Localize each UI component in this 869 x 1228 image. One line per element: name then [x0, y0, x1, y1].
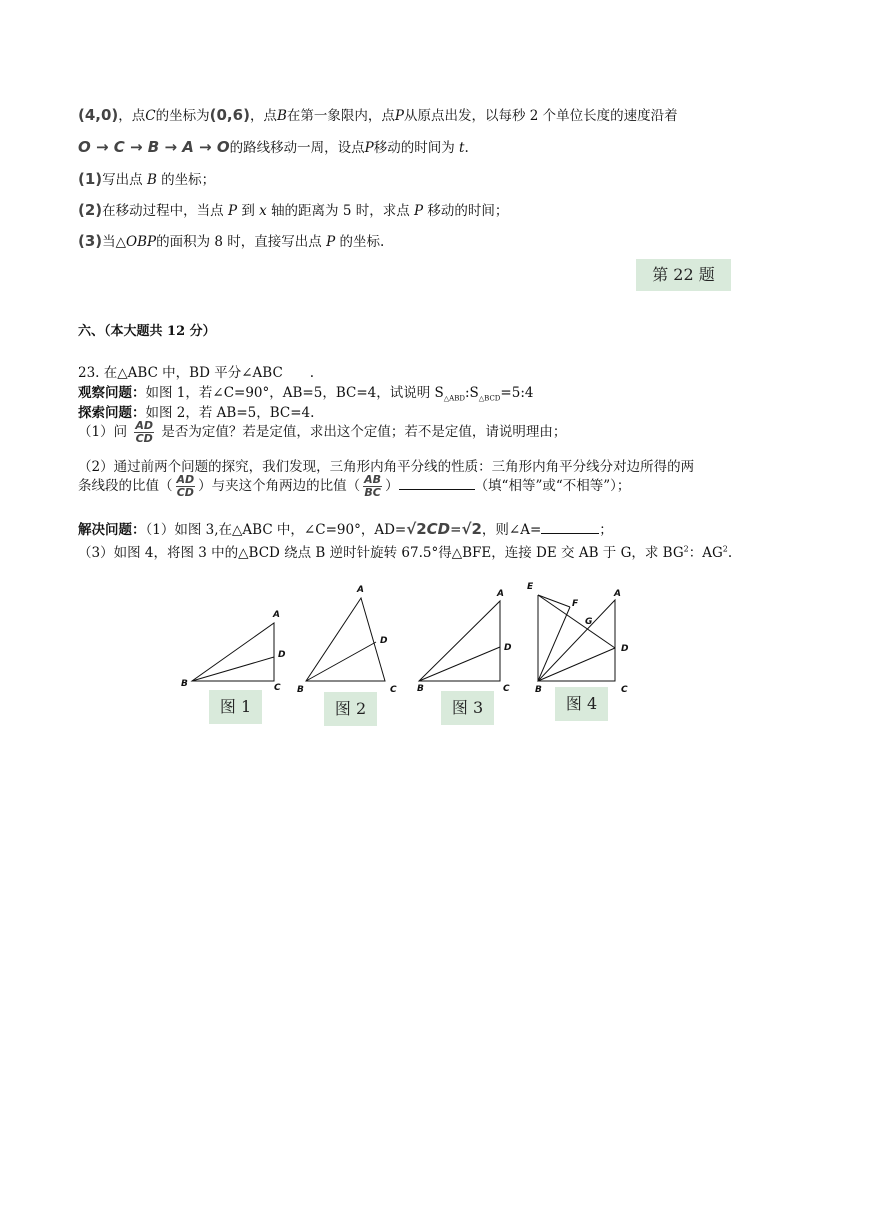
q23-part1: （1）问 $\frac{AD}{CD}$ 是否为定值？若是定值，求出这个定值；若不是定值，请说明理由； — [78, 419, 567, 445]
q22-line1: (4,0)，点C的坐标为(0,6)，点B在第一象限内，点P从原点出发，以每秒 2 个单位长度的速度沿着 — [78, 106, 678, 124]
fig4-label-g: G — [585, 617, 593, 627]
fraction-ab-bc: $\frac{AB}{BC}$ — [364, 473, 382, 499]
section-title: 六、（本大题共 12 分） — [78, 324, 216, 339]
q23-intro: 23. 在△ABC 中，BD 平分∠ABC . — [78, 365, 315, 381]
q23-part2-line1: （2）通过前两个问题的探究，我们发现，三角形内角平分线的性质：三角形内角平分线分对边所得的两 — [78, 459, 695, 475]
fig4-label-f: F — [572, 599, 579, 609]
fraction-ad-cd: $\frac{AD}{CD}$ — [135, 419, 154, 445]
fig4-label-b: B — [535, 685, 542, 695]
fig1-label-c: C — [274, 683, 281, 693]
q23-part3: （3）如图 4，将图 3 中的△BCD 绕点 B 逆时针旋转 67.5°得△BFE，连接 DE 交 AB 于 G，求 $BG^2$：$AG^2$. — [78, 544, 733, 561]
figure-3-triangle — [419, 601, 500, 681]
fig3-label-a: A — [497, 589, 504, 599]
fig4-label-a: A — [614, 589, 621, 599]
q22-item3: (3)当△OBP的面积为 8 时，直接写出点 P 的坐标. — [78, 232, 385, 250]
figure-4-caption: 图 4 — [555, 687, 608, 721]
fig4-label-c: C — [621, 685, 628, 695]
q23-observe: 观察问题：如图 1，若∠C=90°，AB=5，BC=4，试说明 $S_{\triangle ABD}:S_{\triangle BCD}=5:4$ — [78, 385, 534, 403]
fig2-label-c: C — [390, 685, 397, 695]
fig1-label-d: D — [278, 650, 286, 660]
q23-explore: 探索问题：如图 2，若 AB=5，BC=4. — [78, 405, 315, 421]
fig3-label-c: C — [503, 684, 510, 694]
point-a-coord: (4,0) — [78, 106, 119, 124]
figure-1-triangle — [192, 623, 274, 681]
q23-solve: 解决问题：（1）如图 3,在△ABC 中，∠C=90°，AD=√2CD=√2，则∠A= ； — [78, 520, 613, 538]
fraction-ad-cd-2: $\frac{AD}{CD}$ — [176, 473, 195, 499]
fig1-label-a: A — [273, 610, 280, 620]
q22-item2: (2)在移动过程中，当点 P 到 x 轴的距离为 5 时，求点 P 移动的时间； — [78, 201, 509, 219]
fig3-label-b: B — [417, 684, 424, 694]
fig2-label-a: A — [357, 585, 364, 595]
fig4-label-d: D — [621, 644, 629, 654]
q23-part2-line2: 条线段的比值（ $\frac{AD}{CD}$ ）与夹这个角两边的比值（ $\frac{AB}{BC}$ ） （填“相等”或“不相等”）； — [78, 473, 631, 499]
fig4-label-e: E — [527, 582, 534, 592]
fig2-label-b: B — [297, 685, 304, 695]
question-tag: 第 22 题 — [636, 259, 731, 291]
figure-2-caption: 图 2 — [324, 692, 377, 726]
figure-2-triangle — [306, 598, 385, 681]
fig2-label-d: D — [380, 636, 388, 646]
q22-line2: O → C → B → A → O的路线移动一周，设点P移动的时间为 t. — [78, 138, 469, 156]
route-path: O → C → B → A → O — [78, 138, 230, 156]
fig3-label-d: D — [504, 643, 512, 653]
fig1-label-b: B — [181, 679, 188, 689]
figure-1-caption: 图 1 — [209, 690, 262, 724]
q22-item1: (1)写出点 B 的坐标； — [78, 170, 216, 188]
figure-3-caption: 图 3 — [441, 691, 494, 725]
point-c-coord: (0,6) — [209, 106, 250, 124]
